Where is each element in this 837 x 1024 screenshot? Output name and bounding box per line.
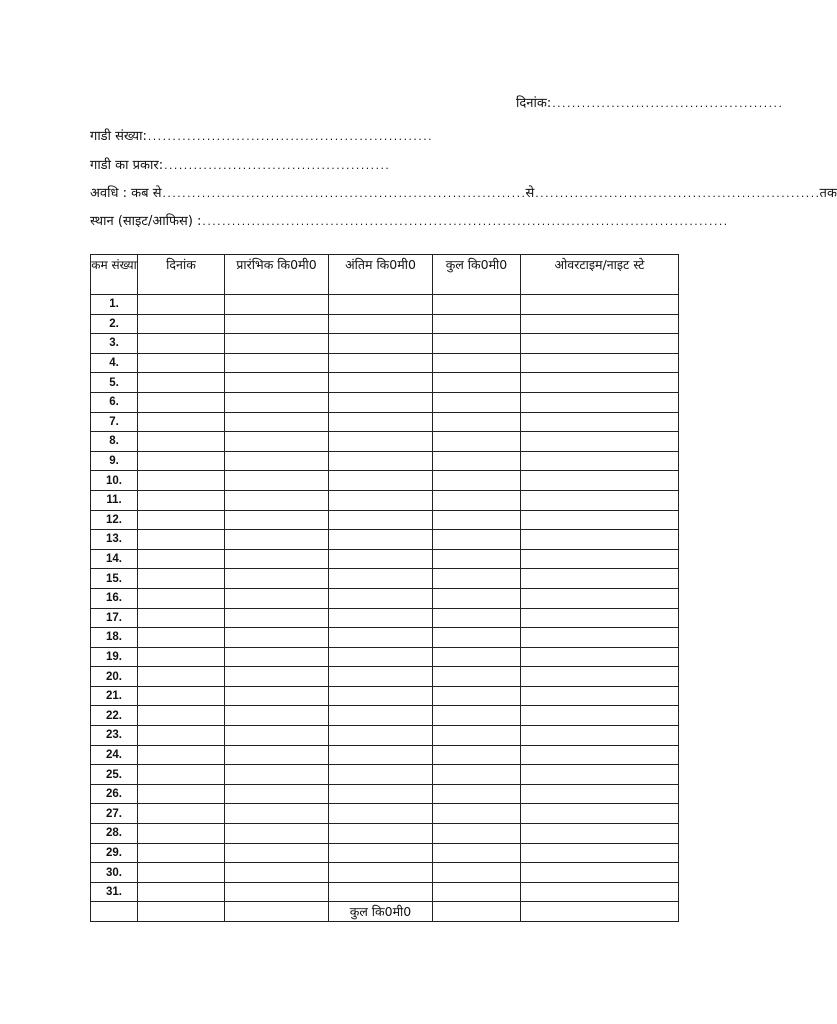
col-date-cell[interactable] [138, 588, 225, 608]
col-date-cell[interactable] [138, 765, 225, 785]
row-serial-number: 8. [91, 432, 138, 452]
col-total-km-cell[interactable] [433, 353, 521, 373]
row-serial-number: 26. [91, 784, 138, 804]
col-overtime-night-stay-cell[interactable] [521, 745, 679, 765]
col-start-km-cell[interactable] [225, 530, 329, 550]
col-total-km-cell[interactable] [433, 451, 521, 471]
col-date-cell[interactable] [138, 314, 225, 334]
vehicle-log-table [90, 254, 679, 922]
col-total-km-cell[interactable] [433, 843, 521, 863]
table-row [91, 765, 679, 785]
col-start-km-cell[interactable] [225, 412, 329, 432]
row-serial-number: 2. [91, 314, 138, 334]
col-end-km-cell[interactable] [329, 490, 433, 510]
table-row [91, 314, 679, 334]
col-date-cell[interactable] [138, 726, 225, 746]
row-serial-number: 6. [91, 392, 138, 412]
col-end-km-cell[interactable] [329, 392, 433, 412]
table-row [91, 373, 679, 393]
row-serial-number: 7. [91, 412, 138, 432]
col-date-cell[interactable] [138, 804, 225, 824]
col-end-km-cell[interactable] [329, 334, 433, 354]
col-date-cell[interactable] [138, 667, 225, 687]
table-row [91, 863, 679, 883]
table-row [91, 608, 679, 628]
row-serial-number: 3. [91, 334, 138, 354]
vehicle-number-line [90, 128, 432, 147]
table-row [91, 628, 679, 648]
col-start-km-cell[interactable] [225, 882, 329, 902]
place-field[interactable]: ........................................................................................................... [201, 218, 728, 228]
col-end-km-cell[interactable] [329, 882, 433, 902]
col-end-km-header: अंतिम कि0मी0 [329, 255, 433, 295]
col-end-km-cell[interactable] [329, 471, 433, 491]
place-label: स्थान (साइट/आफिस) : [90, 214, 202, 229]
col-date-cell[interactable] [138, 295, 225, 315]
row-serial-number: 15. [91, 569, 138, 589]
col-end-km-cell[interactable] [329, 824, 433, 844]
table-row [91, 882, 679, 902]
col-overtime-night-stay-cell[interactable] [521, 608, 679, 628]
date-field[interactable]: ............................................... [551, 100, 783, 110]
row-serial-number: 27. [91, 804, 138, 824]
row-serial-number: 13. [91, 530, 138, 550]
col-end-km-cell[interactable] [329, 686, 433, 706]
table-row [91, 412, 679, 432]
col-date-cell[interactable] [138, 530, 225, 550]
col-end-km-cell[interactable] [329, 314, 433, 334]
col-start-km-cell[interactable] [225, 804, 329, 824]
total-row [91, 902, 679, 922]
col-overtime-night-stay-cell[interactable] [521, 353, 679, 373]
row-serial-number: 10. [91, 471, 138, 491]
col-date-cell[interactable] [138, 608, 225, 628]
col-end-km-cell[interactable] [329, 432, 433, 452]
col-overtime-night-stay-cell[interactable] [521, 451, 679, 471]
col-total-km-cell[interactable] [433, 490, 521, 510]
col-total-km-cell[interactable] [433, 510, 521, 530]
col-overtime-night-stay-cell[interactable] [521, 588, 679, 608]
col-date-cell[interactable] [138, 471, 225, 491]
col-date-cell[interactable] [138, 882, 225, 902]
col-end-km-cell[interactable] [329, 863, 433, 883]
col-overtime-night-stay-cell[interactable] [521, 490, 679, 510]
col-overtime-night-stay-cell[interactable] [521, 706, 679, 726]
col-date-cell[interactable] [138, 549, 225, 569]
col-overtime-night-stay-cell[interactable] [521, 667, 679, 687]
col-overtime-night-stay-cell[interactable] [521, 373, 679, 393]
col-total-km-cell[interactable] [433, 530, 521, 550]
col-end-km-cell[interactable] [329, 510, 433, 530]
place-line [90, 213, 728, 232]
col-overtime-night-stay-cell[interactable] [521, 530, 679, 550]
table-row [91, 510, 679, 530]
table-row [91, 471, 679, 491]
vehicle-type-label: गाडी का प्रकार: [90, 158, 164, 173]
col-total-km-header: कुल कि0मी0 [433, 255, 521, 295]
vehicle-number-label: गाडी संख्या: [90, 129, 147, 144]
col-start-km-header: प्रारंभिक कि0मी0 [225, 255, 329, 295]
col-end-km-cell[interactable] [329, 804, 433, 824]
table-row [91, 549, 679, 569]
col-date-cell[interactable] [138, 373, 225, 393]
col-date-cell[interactable] [138, 510, 225, 530]
row-serial-number: 20. [91, 667, 138, 687]
col-total-km-cell[interactable] [433, 784, 521, 804]
period-se-label: से [525, 186, 535, 201]
col-date-cell[interactable] [138, 412, 225, 432]
col-date-cell[interactable] [138, 432, 225, 452]
date-label: दिनांक: [516, 96, 552, 111]
col-end-km-cell[interactable] [329, 745, 433, 765]
col-total-km-cell[interactable] [433, 334, 521, 354]
period-label: अवधि : कब से [90, 186, 162, 201]
total-km-label: कुल कि0मी0 [329, 902, 433, 922]
col-start-km-cell[interactable] [225, 471, 329, 491]
total-row-cell [138, 902, 225, 922]
col-serial-number-header: कम संख्या [91, 255, 138, 295]
col-end-km-cell[interactable] [329, 569, 433, 589]
col-overtime-night-stay-cell[interactable] [521, 784, 679, 804]
vehicle-type-field[interactable]: .............................................. [163, 162, 390, 172]
col-date-cell[interactable] [138, 490, 225, 510]
col-total-km-cell[interactable] [433, 373, 521, 393]
table-row [91, 706, 679, 726]
row-serial-number: 29. [91, 843, 138, 863]
row-serial-number: 4. [91, 353, 138, 373]
table-header-row [91, 255, 679, 295]
col-start-km-cell[interactable] [225, 373, 329, 393]
col-start-km-cell[interactable] [225, 784, 329, 804]
col-overtime-night-stay-cell[interactable] [521, 765, 679, 785]
col-date-cell[interactable] [138, 706, 225, 726]
col-total-km-cell[interactable] [433, 804, 521, 824]
row-serial-number: 30. [91, 863, 138, 883]
col-total-km-cell[interactable] [433, 588, 521, 608]
row-serial-number: 9. [91, 451, 138, 471]
col-start-km-cell[interactable] [225, 392, 329, 412]
col-start-km-cell[interactable] [225, 295, 329, 315]
col-overtime-night-stay-cell[interactable] [521, 432, 679, 452]
col-total-km-cell[interactable] [433, 863, 521, 883]
col-start-km-cell[interactable] [225, 451, 329, 471]
col-total-km-cell[interactable] [433, 412, 521, 432]
col-total-km-cell[interactable] [433, 706, 521, 726]
table-row [91, 569, 679, 589]
col-total-km-cell[interactable] [433, 745, 521, 765]
period-tak-label: तक [819, 186, 837, 201]
col-start-km-cell[interactable] [225, 667, 329, 687]
col-end-km-cell[interactable] [329, 549, 433, 569]
row-serial-number: 14. [91, 549, 138, 569]
col-start-km-cell[interactable] [225, 432, 329, 452]
col-start-km-cell[interactable] [225, 765, 329, 785]
col-start-km-cell[interactable] [225, 314, 329, 334]
col-start-km-cell[interactable] [225, 647, 329, 667]
col-overtime-night-stay-header: ओवरटाइम/नाइट स्टे [521, 255, 679, 295]
row-serial-number: 22. [91, 706, 138, 726]
col-end-km-cell[interactable] [329, 843, 433, 863]
col-start-km-cell[interactable] [225, 843, 329, 863]
col-overtime-night-stay-cell[interactable] [521, 804, 679, 824]
col-date-cell[interactable] [138, 647, 225, 667]
col-total-km-cell[interactable] [433, 686, 521, 706]
col-start-km-cell[interactable] [225, 686, 329, 706]
col-start-km-cell[interactable] [225, 353, 329, 373]
col-end-km-cell[interactable] [329, 608, 433, 628]
col-end-km-cell[interactable] [329, 726, 433, 746]
col-date-cell[interactable] [138, 784, 225, 804]
col-start-km-cell[interactable] [225, 569, 329, 589]
table-row [91, 392, 679, 412]
col-overtime-night-stay-cell[interactable] [521, 471, 679, 491]
row-serial-number: 5. [91, 373, 138, 393]
col-total-km-cell[interactable] [433, 392, 521, 412]
col-start-km-cell[interactable] [225, 588, 329, 608]
table-row [91, 647, 679, 667]
col-date-cell[interactable] [138, 451, 225, 471]
row-serial-number: 24. [91, 745, 138, 765]
col-overtime-night-stay-cell[interactable] [521, 882, 679, 902]
table-row [91, 804, 679, 824]
col-total-km-cell[interactable] [433, 314, 521, 334]
col-end-km-cell[interactable] [329, 530, 433, 550]
col-total-km-cell[interactable] [433, 471, 521, 491]
table-body [91, 295, 679, 922]
col-total-km-cell[interactable] [433, 667, 521, 687]
col-total-km-cell[interactable] [433, 726, 521, 746]
table-row [91, 530, 679, 550]
col-overtime-night-stay-cell[interactable] [521, 569, 679, 589]
col-start-km-cell[interactable] [225, 334, 329, 354]
col-start-km-cell[interactable] [225, 608, 329, 628]
vehicle-type-line [90, 157, 389, 176]
col-end-km-cell[interactable] [329, 784, 433, 804]
period-from-field[interactable]: .......................................................................... [161, 190, 526, 200]
date-line [516, 95, 782, 114]
col-total-km-cell[interactable] [433, 608, 521, 628]
col-overtime-night-stay-cell[interactable] [521, 392, 679, 412]
col-overtime-night-stay-cell[interactable] [521, 686, 679, 706]
col-start-km-cell[interactable] [225, 549, 329, 569]
total-km-value-cell[interactable] [433, 902, 521, 922]
col-start-km-cell[interactable] [225, 824, 329, 844]
col-end-km-cell[interactable] [329, 765, 433, 785]
col-date-cell[interactable] [138, 392, 225, 412]
col-date-cell[interactable] [138, 824, 225, 844]
table-row [91, 353, 679, 373]
col-overtime-night-stay-cell[interactable] [521, 549, 679, 569]
row-serial-number: 31. [91, 882, 138, 902]
col-end-km-cell[interactable] [329, 588, 433, 608]
col-date-cell[interactable] [138, 863, 225, 883]
col-end-km-cell[interactable] [329, 647, 433, 667]
total-row-cell [225, 902, 329, 922]
col-total-km-cell[interactable] [433, 432, 521, 452]
col-total-km-cell[interactable] [433, 824, 521, 844]
col-start-km-cell[interactable] [225, 726, 329, 746]
col-start-km-cell[interactable] [225, 490, 329, 510]
col-date-header: दिनांक [138, 255, 225, 295]
row-serial-number: 1. [91, 295, 138, 315]
col-date-cell[interactable] [138, 334, 225, 354]
vehicle-number-field[interactable]: .......................................................... [146, 133, 433, 143]
col-date-cell[interactable] [138, 843, 225, 863]
col-overtime-night-stay-cell[interactable] [521, 726, 679, 746]
col-date-cell[interactable] [138, 745, 225, 765]
col-end-km-cell[interactable] [329, 667, 433, 687]
total-row-cell[interactable] [521, 902, 679, 922]
row-serial-number: 21. [91, 686, 138, 706]
row-serial-number: 25. [91, 765, 138, 785]
col-start-km-cell[interactable] [225, 510, 329, 530]
col-total-km-cell[interactable] [433, 295, 521, 315]
col-total-km-cell[interactable] [433, 549, 521, 569]
col-end-km-cell[interactable] [329, 412, 433, 432]
col-overtime-night-stay-cell[interactable] [521, 647, 679, 667]
row-serial-number: 16. [91, 588, 138, 608]
col-total-km-cell[interactable] [433, 647, 521, 667]
col-overtime-night-stay-cell[interactable] [521, 412, 679, 432]
col-end-km-cell[interactable] [329, 373, 433, 393]
col-date-cell[interactable] [138, 686, 225, 706]
col-total-km-cell[interactable] [433, 765, 521, 785]
table-row [91, 726, 679, 746]
col-overtime-night-stay-cell[interactable] [521, 628, 679, 648]
col-total-km-cell[interactable] [433, 628, 521, 648]
row-serial-number: 11. [91, 490, 138, 510]
col-total-km-cell[interactable] [433, 569, 521, 589]
col-end-km-cell[interactable] [329, 628, 433, 648]
col-total-km-cell[interactable] [433, 882, 521, 902]
table-row [91, 588, 679, 608]
period-line [90, 185, 837, 204]
col-end-km-cell[interactable] [329, 353, 433, 373]
col-end-km-cell[interactable] [329, 451, 433, 471]
col-overtime-night-stay-cell[interactable] [521, 824, 679, 844]
col-overtime-night-stay-cell[interactable] [521, 843, 679, 863]
col-end-km-cell[interactable] [329, 295, 433, 315]
row-serial-number: 23. [91, 726, 138, 746]
col-overtime-night-stay-cell[interactable] [521, 295, 679, 315]
table-row [91, 490, 679, 510]
col-date-cell[interactable] [138, 569, 225, 589]
table-row [91, 843, 679, 863]
col-end-km-cell[interactable] [329, 706, 433, 726]
table-row [91, 745, 679, 765]
col-date-cell[interactable] [138, 628, 225, 648]
row-serial-number: 19. [91, 647, 138, 667]
table-row [91, 667, 679, 687]
period-to-field[interactable]: .......................................................... [534, 190, 820, 200]
col-overtime-night-stay-cell[interactable] [521, 863, 679, 883]
table-row [91, 451, 679, 471]
row-serial-number: 12. [91, 510, 138, 530]
table-row [91, 295, 679, 315]
table-row [91, 432, 679, 452]
col-start-km-cell[interactable] [225, 706, 329, 726]
col-overtime-night-stay-cell[interactable] [521, 510, 679, 530]
row-serial-number: 17. [91, 608, 138, 628]
col-overtime-night-stay-cell[interactable] [521, 314, 679, 334]
row-serial-number: 28. [91, 824, 138, 844]
table-row [91, 824, 679, 844]
col-overtime-night-stay-cell[interactable] [521, 334, 679, 354]
col-start-km-cell[interactable] [225, 745, 329, 765]
col-start-km-cell[interactable] [225, 628, 329, 648]
table-row [91, 334, 679, 354]
col-start-km-cell[interactable] [225, 863, 329, 883]
table-row [91, 784, 679, 804]
col-date-cell[interactable] [138, 353, 225, 373]
total-row-cell [91, 902, 138, 922]
row-serial-number: 18. [91, 628, 138, 648]
table-row [91, 686, 679, 706]
